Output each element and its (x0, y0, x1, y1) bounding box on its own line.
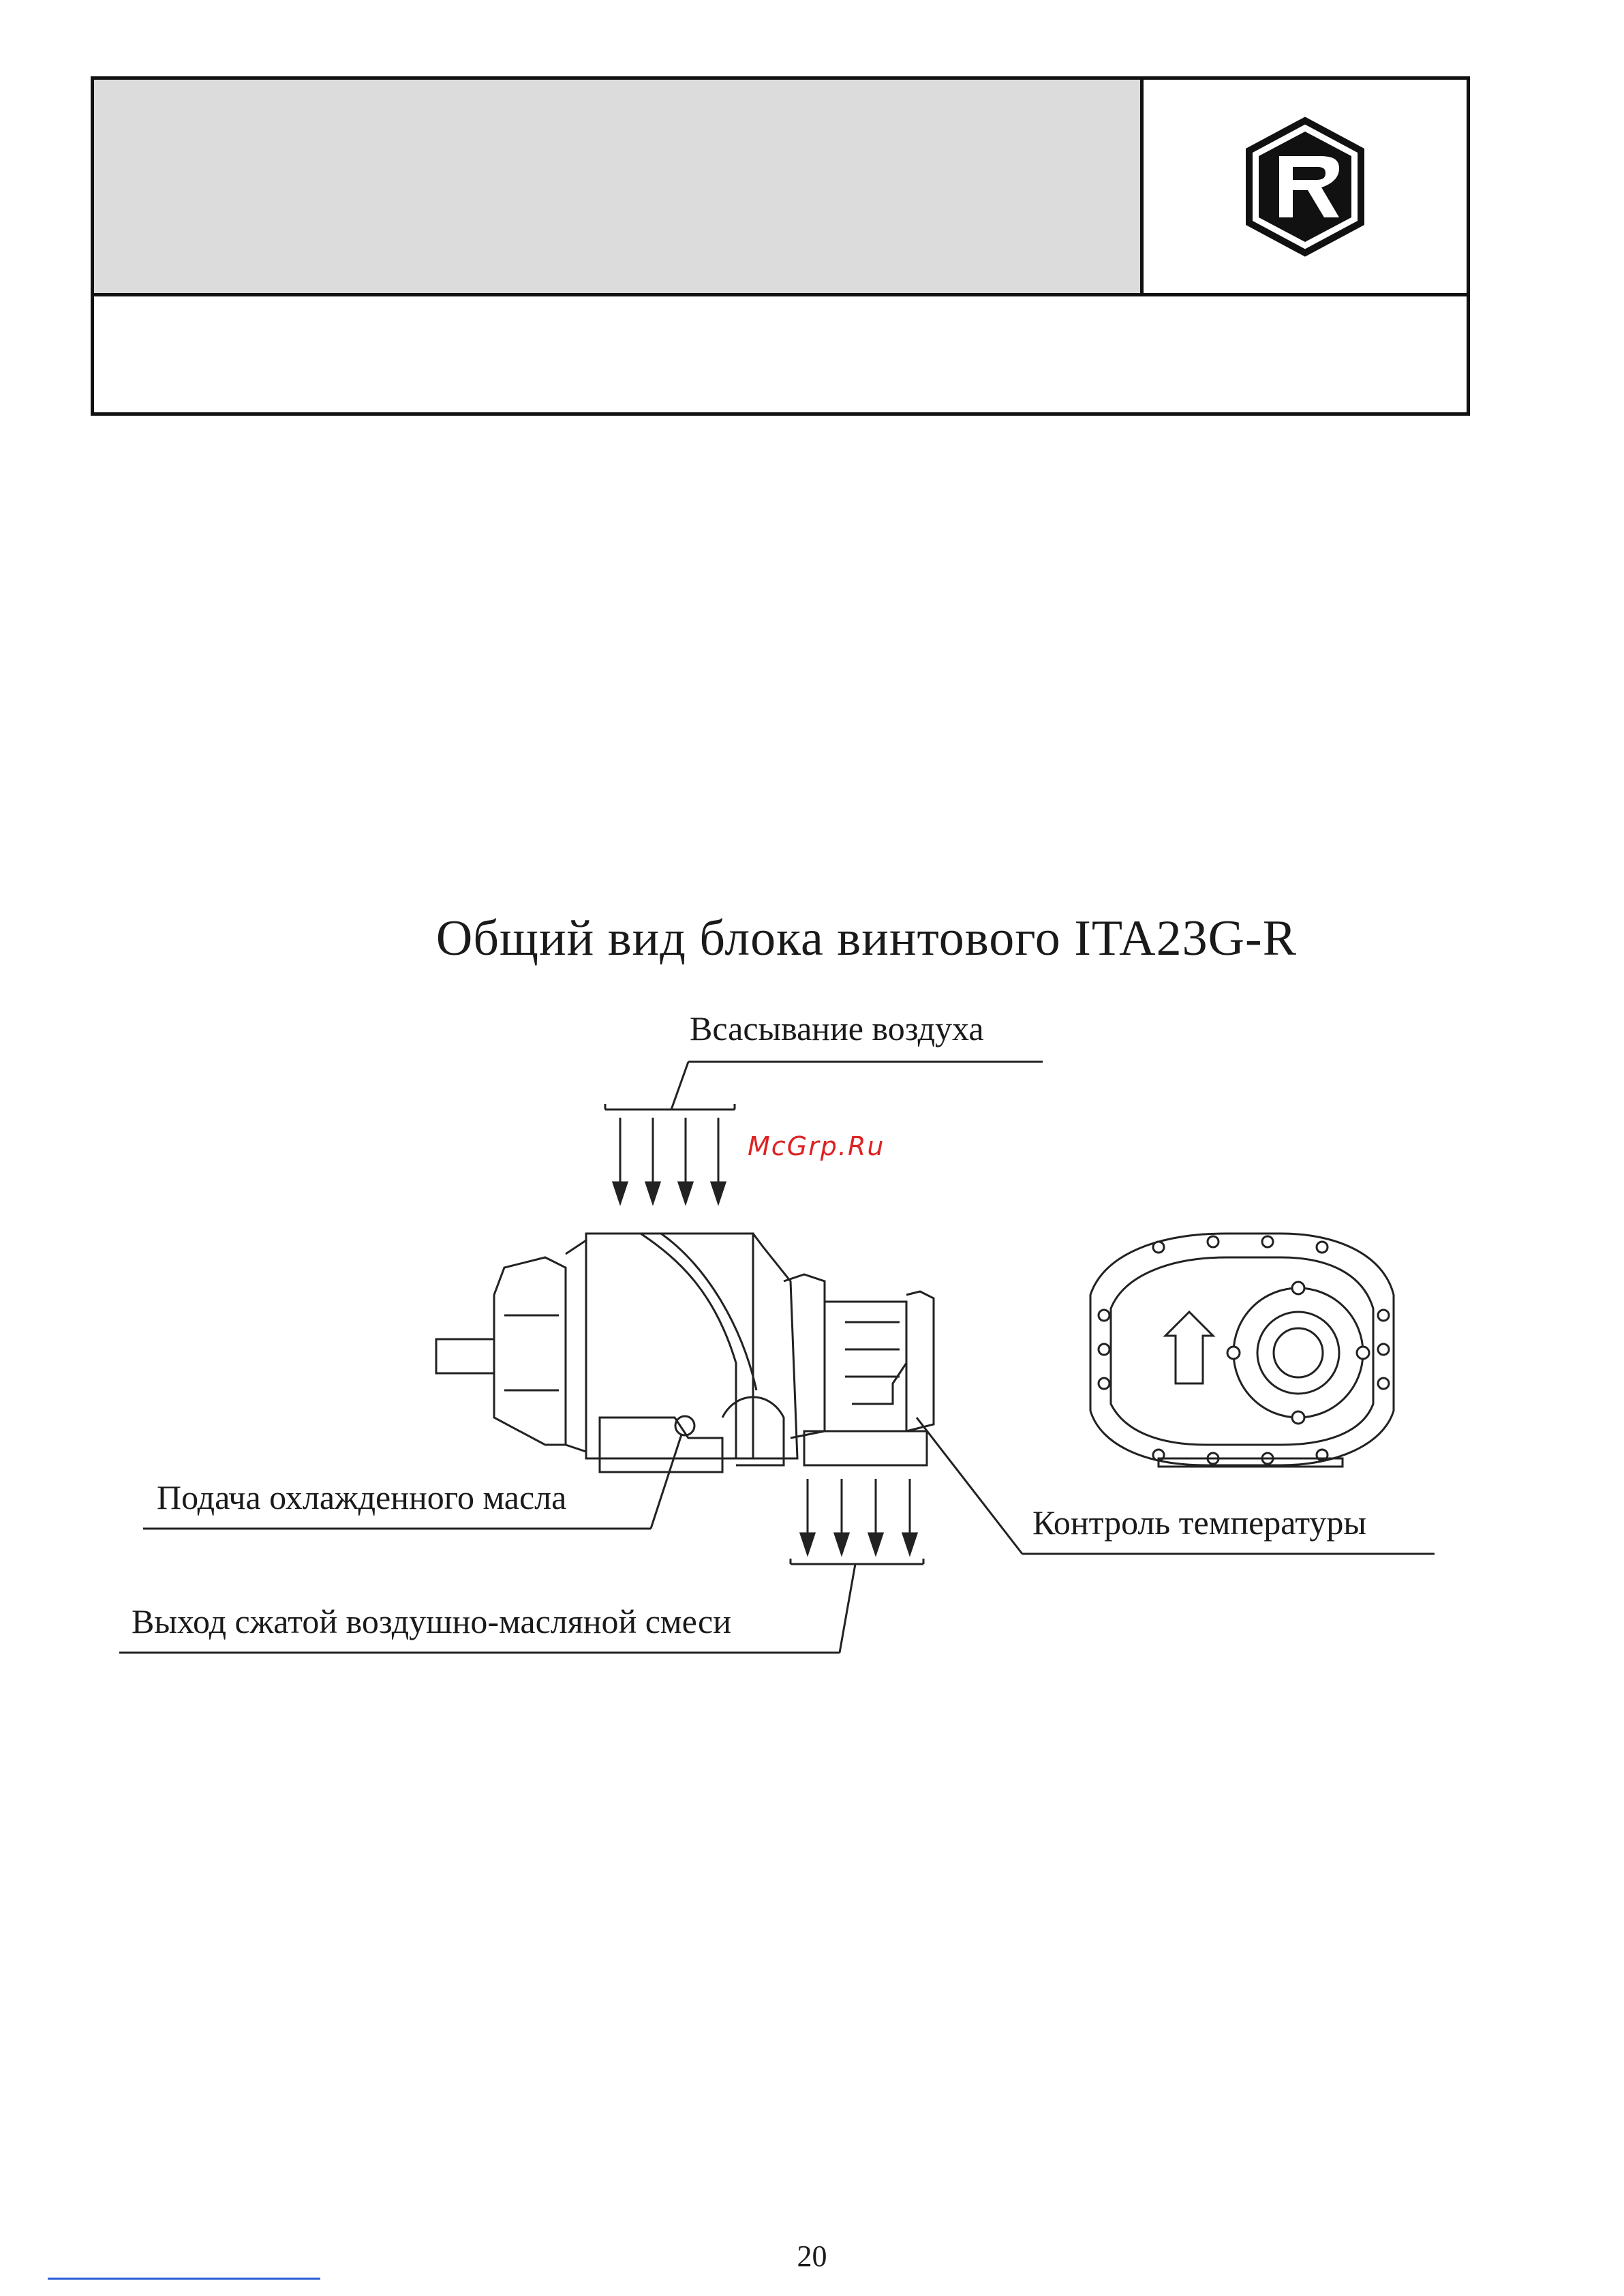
oil-supply-label: Подача охлажденного масла (157, 1478, 567, 1516)
outlet-arrows-icon (801, 1479, 917, 1554)
temp-control-pointer (917, 1418, 1022, 1554)
temp-control-label: Контроль температуры (1032, 1503, 1366, 1542)
page-number: 20 (797, 2239, 827, 2273)
air-oil-outlet-label: Выход сжатой воздушно-масляной смеси (132, 1602, 731, 1640)
compressor-end-view (1090, 1234, 1394, 1467)
air-intake-brace (605, 1062, 735, 1109)
air-intake-label: Всасывание воздуха (690, 1009, 984, 1047)
end-view-bolts-icon (1099, 1236, 1389, 1464)
intake-arrows-icon (613, 1118, 725, 1203)
outlet-brace (791, 1559, 923, 1653)
figure-title: Общий вид блока винтового ITA23G-R (435, 910, 1298, 966)
watermark: McGrp.Ru (748, 1131, 885, 1161)
footer-link-underline (48, 2278, 320, 2280)
oil-supply-pointer (651, 1435, 681, 1529)
compressor-side-view (436, 1234, 934, 1472)
